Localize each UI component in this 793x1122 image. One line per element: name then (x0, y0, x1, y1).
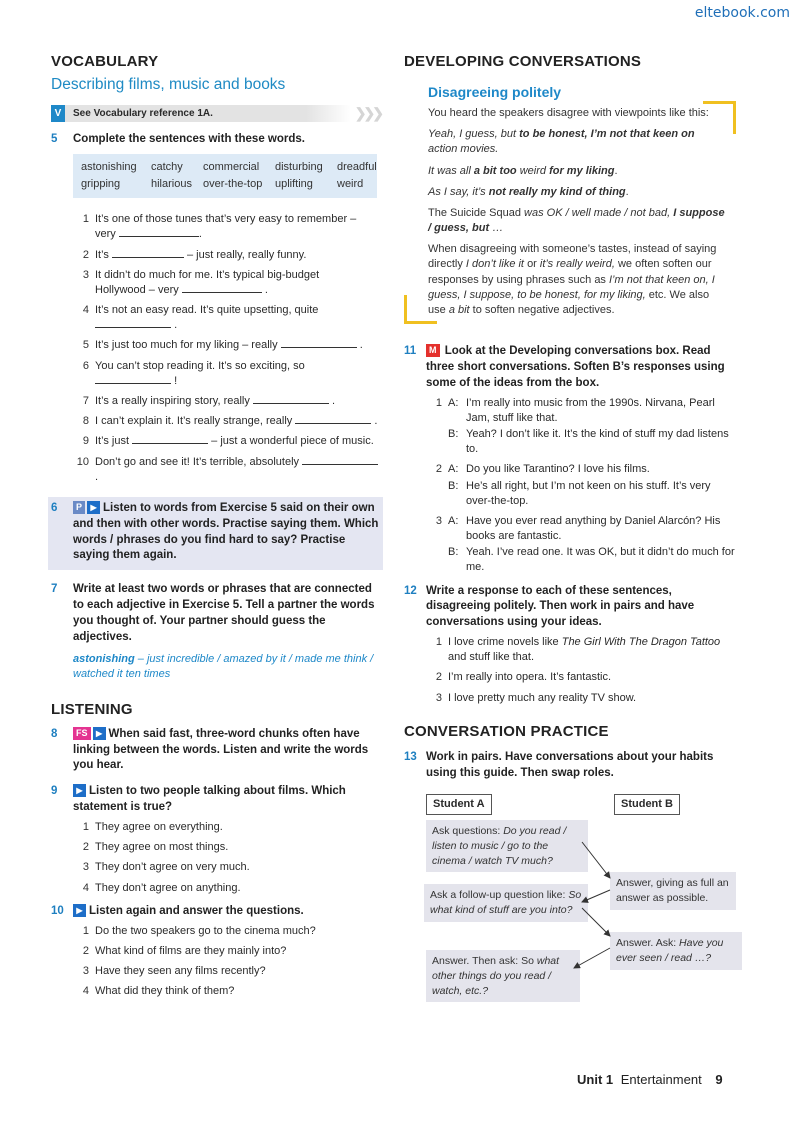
vocabulary-reference-text: See Vocabulary reference 1A. (73, 107, 213, 119)
list-item (73, 248, 383, 263)
item-number: 5 (82, 339, 89, 352)
word-box (73, 154, 377, 198)
list-item (73, 984, 383, 999)
list-item (73, 434, 383, 449)
vocabulary-subtitle: Describing films, music and books (51, 75, 286, 93)
list-item (426, 479, 736, 509)
exercise-instruction: Write at least two words or phrases that are connected to each adjective in Exercise 5. Tell a partner the words you thought of. Your partner should guess the adjectives. (73, 583, 375, 643)
item-text: The Girl With The Dragon Tattoo (561, 636, 721, 649)
item-number: 1 (435, 636, 442, 649)
answer-blank[interactable] (302, 455, 378, 465)
list-item (73, 359, 383, 389)
list-item (73, 840, 383, 855)
answer-blank[interactable] (132, 434, 208, 444)
exercise-instruction: Listen to two people talking about films. Which statement is true? (73, 785, 346, 814)
item-number: 3 (82, 861, 89, 874)
example-bold: to be honest, I’m not that keen on (519, 128, 695, 141)
item-text: . (264, 283, 268, 296)
speaker-line: Yeah. I’ve read one. It was OK, but it didn’t do much for me. (466, 546, 735, 574)
item-number: 1 (82, 924, 89, 937)
listening-header: LISTENING (51, 701, 133, 719)
list-item (426, 635, 736, 665)
word: disturbing (275, 160, 323, 173)
item-number: 1 (435, 396, 442, 409)
item-text: They agree on everything. (95, 821, 223, 834)
guide-text: what other things do you read / watch, etc.? (432, 955, 560, 997)
exercise-instruction: Look at the Developing conversations box. Read three short conversations. Soften B’s responses using some of the ideas from the box. (426, 345, 725, 389)
speaker-label: B: (448, 546, 459, 559)
guide-text: Answer, giving as full an answer as possible. (616, 877, 729, 904)
guide-text: Ask questions: (432, 825, 501, 838)
item-text: I love crime novels like (448, 636, 559, 649)
speaker-line: Yeah? I don’t like it. It’s the kind of stuff my dad listens to. (466, 427, 729, 456)
note-text: to soften negative adjectives. (472, 303, 615, 316)
speaker-line: He’s all right, but I’m not keen on his stuff. It’s very over-the-top. (466, 479, 711, 507)
example-bold: a bit too (473, 164, 517, 177)
exercise-7 (51, 582, 383, 645)
item-text: It’s (95, 248, 109, 261)
item-text: . (95, 470, 99, 483)
example-text: It was all (428, 164, 471, 177)
unit-title: Entertainment (620, 1072, 702, 1087)
list-item (426, 396, 736, 426)
word: commercial (203, 160, 260, 173)
list-item (426, 514, 736, 544)
item-text: and stuff like that. (448, 651, 535, 664)
vocabulary-reference (51, 105, 381, 122)
list-item (73, 881, 383, 896)
word: catchy (151, 160, 183, 173)
item-text: . (359, 339, 363, 352)
speaker-label: A: (448, 396, 459, 409)
answer-blank[interactable] (95, 318, 171, 328)
list-item (426, 427, 736, 457)
word: weird (337, 178, 364, 191)
exercise-number: 9 (51, 785, 58, 798)
box-note (428, 242, 728, 330)
list-item (73, 394, 383, 409)
list-item (426, 691, 736, 706)
answer-blank[interactable] (95, 374, 171, 384)
item-number: 8 (82, 415, 89, 428)
item-text: Have they seen any films recently? (95, 964, 266, 977)
item-text: Do the two speakers go to the cinema much? (95, 924, 316, 937)
example-text: The Suicide Squad (428, 206, 521, 219)
speaker-line: Do you like Tarantino? I love his films. (466, 463, 650, 476)
exercise-8 (51, 727, 383, 775)
item-number: 1 (82, 213, 89, 226)
fast-speech-badge: FS (73, 727, 91, 740)
item-text: It’s one of those tunes that’s very easy to remember – (95, 213, 357, 226)
exercise-number: 12 (404, 584, 417, 597)
v-badge: V (51, 105, 65, 122)
guide-step-b2 (610, 932, 742, 969)
play-icon[interactable]: ▶ (73, 904, 86, 917)
list-item (73, 338, 383, 353)
list-item (73, 268, 383, 298)
page-footer (577, 1071, 723, 1089)
conversation-guide (404, 790, 736, 1010)
list-item (73, 212, 383, 242)
item-number: 1 (82, 821, 89, 834)
box-title: Disagreeing politely (428, 83, 562, 100)
example-bold: I suppose / guess, but (428, 206, 725, 235)
exercise-number: 5 (51, 133, 58, 146)
list-item (73, 924, 383, 939)
example-text: action movies. (428, 143, 499, 156)
exercise-12 (404, 584, 736, 632)
list-item (73, 455, 383, 485)
exercise-9 (51, 784, 383, 816)
guide-text: Have you ever seen / read …? (616, 937, 724, 964)
item-text: very (95, 228, 116, 241)
exercise-10 (51, 904, 383, 920)
exercise-6 (48, 497, 383, 570)
speaker-label: B: (448, 427, 459, 440)
example-3: As I say, it’s not really my kind of thing. (428, 185, 629, 198)
word: dreadful (337, 160, 377, 173)
item-number: 2 (82, 248, 89, 261)
item-text: Hollywood – very (95, 283, 179, 296)
exercise-5-items (51, 212, 383, 485)
example-text: weird (519, 164, 546, 177)
student-a-label: Student A (426, 794, 492, 815)
exercise-number: 11 (404, 345, 417, 358)
item-number: 2 (82, 841, 89, 854)
right-column (404, 52, 736, 1010)
item-number: 3 (82, 268, 89, 281)
example-bold: for my liking (549, 164, 615, 177)
guide-text: Do you read / listen to music / go to the cinema / watch TV much? (432, 825, 567, 867)
unit-number: Unit 1 (577, 1072, 614, 1087)
speaker-label: A: (448, 514, 459, 527)
example-2: It was all a bit too weird for my liking. (428, 164, 618, 177)
item-text: . (198, 228, 202, 241)
item-text: It’s not an easy read. It’s quite upsetting, quite (95, 304, 319, 317)
item-text: – just a wonderful piece of music. (211, 435, 374, 448)
item-number: 9 (82, 435, 89, 448)
answer-blank[interactable] (253, 394, 329, 404)
conversation-practice-header: CONVERSATION PRACTICE (404, 722, 609, 740)
answer-blank[interactable] (281, 338, 357, 348)
word: astonishing (81, 160, 137, 173)
item-text: They agree on most things. (95, 841, 229, 854)
list-item (426, 462, 736, 477)
answer-blank[interactable] (112, 248, 184, 258)
list-item (73, 944, 383, 959)
item-text: . (174, 319, 178, 332)
exercise-13 (404, 750, 736, 782)
answer-blank[interactable] (119, 227, 199, 237)
chevrons-icon: ❯❯❯ (354, 105, 381, 122)
list-item (426, 545, 736, 575)
exercise-11 (404, 344, 736, 392)
exercise-number: 13 (404, 751, 417, 764)
example-4 (428, 206, 728, 236)
item-number: 3 (82, 964, 89, 977)
note-text: it’s really weird, (539, 258, 615, 271)
developing-conversations-box (404, 83, 736, 330)
item-text: I can’t explain it. It’s really strange, really (95, 415, 293, 428)
answer-blank[interactable] (182, 283, 262, 293)
example-word: astonishing (73, 652, 135, 665)
word: gripping (81, 178, 121, 191)
item-number: 7 (82, 394, 89, 407)
play-icon[interactable]: ▶ (87, 501, 100, 514)
item-number: 2 (82, 944, 89, 957)
speaker-line: I’m really into music from the 1990s. Nirvana, Pearl Jam, stuff like that. (466, 396, 715, 424)
guide-step-a3 (426, 950, 580, 1002)
item-text: It’s just (95, 435, 130, 448)
item-text: They don’t agree on very much. (95, 861, 250, 874)
example-text: was OK / well made / not bad, (524, 206, 671, 219)
exercise-instruction: Listen to words from Exercise 5 said on their own and then with other words. Practise saying them. Which words / phrases do you find hard to say? Practise saying them again. (73, 501, 379, 562)
item-number: 2 (435, 671, 442, 684)
item-text: ! (174, 374, 178, 387)
item-text: I love pretty much any reality TV show. (448, 691, 637, 704)
guide-step-a1 (426, 820, 588, 872)
example-bold: not really my kind of thing (488, 185, 626, 198)
guide-text: Answer. Then ask: So (432, 955, 534, 968)
box-intro: You heard the speakers disagree with viewpoints like this: (428, 107, 709, 119)
item-number: 3 (435, 514, 442, 527)
exercise-instruction: Complete the sentences with these words. (73, 133, 305, 146)
list-item (73, 860, 383, 875)
guide-step-b1 (610, 872, 736, 909)
exercise-instruction: Write a response to each of these sentences, disagreeing politely. Then work in pairs and have conversations using your ideas. (426, 584, 695, 629)
exercise-9-items (51, 820, 383, 896)
note-text: or (527, 258, 537, 271)
box-corner-bottom (404, 295, 437, 324)
word: over-the-top (203, 178, 263, 191)
example-text: – just incredible / amazed by it / made me think / watched it ten times (73, 652, 374, 680)
example-text: Yeah, I guess, but (428, 128, 517, 141)
exercise-number: 6 (51, 501, 58, 514)
example-1 (428, 127, 708, 157)
list-item (73, 303, 383, 333)
exercise-7-example (73, 652, 383, 682)
exercise-5 (51, 132, 383, 148)
speaker-line: Have you ever read anything by Daniel Alarcón? His books are fantastic. (466, 514, 721, 543)
developing-conversations-header: DEVELOPING CONVERSATIONS (404, 53, 642, 70)
item-text: Don’t go and see it! It’s terrible, absolutely (95, 455, 300, 468)
example-text: As I say, it’s (428, 185, 486, 198)
left-column (51, 52, 383, 1004)
speaker-label: A: (448, 463, 459, 476)
item-number: 4 (82, 881, 89, 894)
list-item (73, 820, 383, 835)
page-number: 9 (715, 1072, 723, 1087)
exercise-11-conversations (404, 396, 736, 576)
exercise-number: 10 (51, 904, 64, 917)
word: uplifting (275, 178, 313, 191)
example-text: … (492, 222, 504, 235)
item-number: 3 (435, 691, 442, 704)
vocabulary-header: VOCABULARY (51, 53, 159, 70)
exercise-12-items (404, 635, 736, 706)
exercise-number: 7 (51, 583, 58, 596)
note-text: I’m not that keen on, I guess, I suppose, to be honest, for my liking, (428, 273, 715, 301)
answer-blank[interactable] (295, 414, 371, 424)
item-number: 4 (82, 304, 89, 317)
note-text: a bit (448, 303, 470, 316)
list-item (426, 670, 736, 685)
item-text: I’m really into opera. It’s fantastic. (448, 671, 612, 684)
exercise-instruction: When said fast, three-word chunks often have linking between the words. Listen and write the words you hear. (73, 727, 369, 772)
list-item (73, 414, 383, 429)
watermark: eltebook.com (694, 5, 790, 21)
guide-step-a2 (424, 884, 588, 921)
box-corner-top (703, 101, 736, 134)
item-text: You can’t stop reading it. It’s so exciting, so (95, 359, 305, 372)
note-text: I don’t like it (465, 258, 524, 271)
item-number: 4 (82, 985, 89, 998)
item-text: They don’t agree on anything. (95, 881, 241, 894)
m-badge: M (426, 344, 440, 357)
speaker-label: B: (448, 479, 459, 492)
item-text: . (374, 415, 378, 428)
exercise-10-items (51, 924, 383, 1000)
exercise-number: 8 (51, 727, 58, 740)
item-number: 6 (82, 359, 89, 372)
word: hilarious (151, 178, 192, 191)
item-text: It didn’t do much for me. It’s typical big-budget (95, 268, 320, 281)
exercise-instruction: Listen again and answer the questions. (89, 904, 304, 917)
item-text: What kind of films are they mainly into? (95, 944, 287, 957)
guide-text: Answer. Ask: (616, 937, 677, 950)
item-text: What did they think of them? (95, 985, 235, 998)
item-text: – just really, really funny. (186, 248, 307, 261)
list-item (73, 964, 383, 979)
guide-text: So what kind of stuff are you into? (430, 889, 582, 916)
note-text: we often soften our responses by using phrases such as (428, 258, 712, 286)
note-text: etc. We also use (428, 288, 710, 316)
item-number: 10 (76, 455, 89, 468)
item-text: It’s just too much for my liking – really (95, 339, 278, 352)
pronunciation-badge: P (73, 501, 85, 514)
note-text: When disagreeing with someone’s tastes, instead of saying directly (428, 243, 717, 271)
item-text: It’s a really inspiring story, really (95, 394, 250, 407)
item-number: 2 (435, 463, 442, 476)
play-icon[interactable]: ▶ (73, 784, 86, 797)
guide-text: Ask a follow-up question like: (430, 889, 566, 902)
student-b-label: Student B (614, 794, 680, 815)
exercise-instruction: Work in pairs. Have conversations about your habits using this guide. Then swap roles. (426, 751, 714, 780)
item-text: . (332, 394, 336, 407)
play-icon[interactable]: ▶ (93, 727, 106, 740)
